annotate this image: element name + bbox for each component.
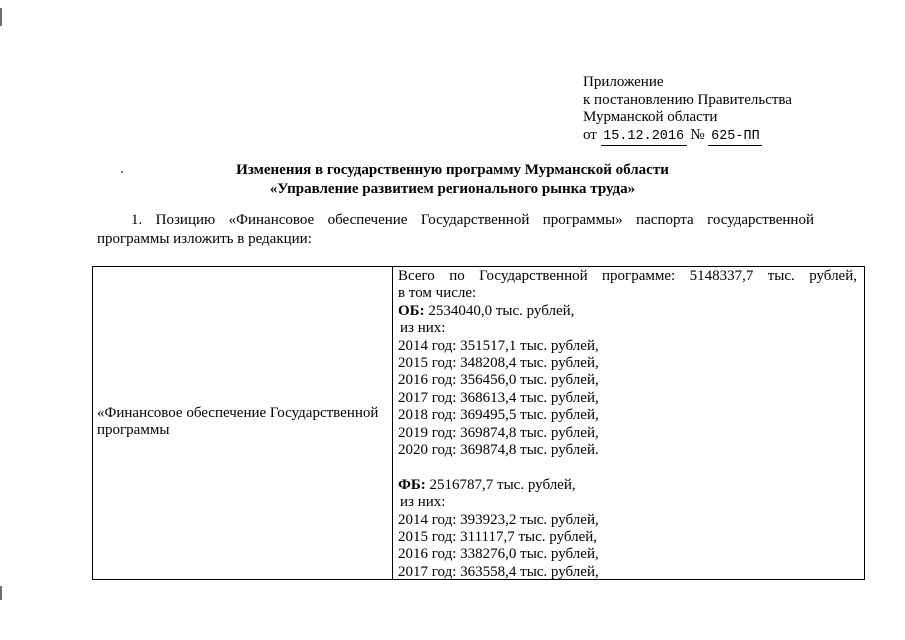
title-line: Изменения в государственную программу Мурманской области [236,162,669,178]
document-title [0,161,905,199]
date-prefix: от [583,126,597,143]
total-line: Всего по Государственной программе: 5148337,7 тыс. рублей, [398,268,857,284]
including-line: в том числе: [398,285,477,302]
ob-year-line: 2014 год: 351517,1 тыс. рублей, [398,337,599,354]
appendix-block [583,74,792,146]
ob-year-line: 2017 год: 368613,4 тыс. рублей, [398,389,599,406]
appendix-line: к постановлению Правительства [583,91,792,108]
fb-label: ФБ: [398,476,426,493]
ob-year-line: 2018 год: 369495,5 тыс. рублей, [398,407,599,424]
ob-year-line: 2020 год: 369874,8 тыс. рублей. [398,442,599,459]
ob-of-which: из них: [400,320,446,337]
title-line: «Управление развитием регионального рынка труда» [269,181,636,197]
ob-label: ОБ: [398,302,425,319]
appendix-date-line [583,127,792,147]
table-left-cell [97,405,392,440]
table-right-cell [398,268,857,581]
fb-total-line [398,477,857,494]
ob-year-line: 2016 год: 356456,0 тыс. рублей, [398,372,599,389]
ob-total-line [398,303,857,320]
financing-table [92,266,865,580]
appendix-line: Мурманской области [583,109,718,125]
paragraph-text: Позицию «Финансовое обеспечение Государственной программы» паспорта государственной программы изложить в редакции: [97,212,814,247]
fb-amount: 2516787,7 тыс. рублей, [429,476,576,493]
fb-year-line: 2017 год: 363558,4 тыс. рублей, [398,563,599,580]
blank-line [398,459,857,476]
scan-edge-mark [0,586,2,600]
paragraph-1 [97,211,814,249]
paragraph-number: 1. [131,212,143,228]
fb-year-line: 2015 год: 311117,7 тыс. рублей, [398,529,598,546]
resolution-date: 15.12.2016 [601,128,687,147]
ob-year-line: 2015 год: 348208,4 тыс. рублей, [398,355,599,372]
left-cell-line: программы [97,422,170,439]
fb-of-which: из них: [400,494,446,511]
fb-year-line: 2016 год: 338276,0 тыс. рублей, [398,546,599,563]
column-divider [392,267,393,579]
ob-amount: 2534040,0 тыс. рублей, [428,302,575,319]
left-cell-line: «Финансовое обеспечение Государственной [97,405,379,421]
resolution-number: 625-ПП [708,128,762,147]
appendix-line: Приложение [583,74,664,90]
number-prefix: № [690,126,705,143]
fb-year-line: 2014 год: 393923,2 тыс. рублей, [398,511,599,528]
ob-year-line: 2019 год: 369874,8 тыс. рублей, [398,424,599,441]
scan-edge-mark [0,8,2,26]
